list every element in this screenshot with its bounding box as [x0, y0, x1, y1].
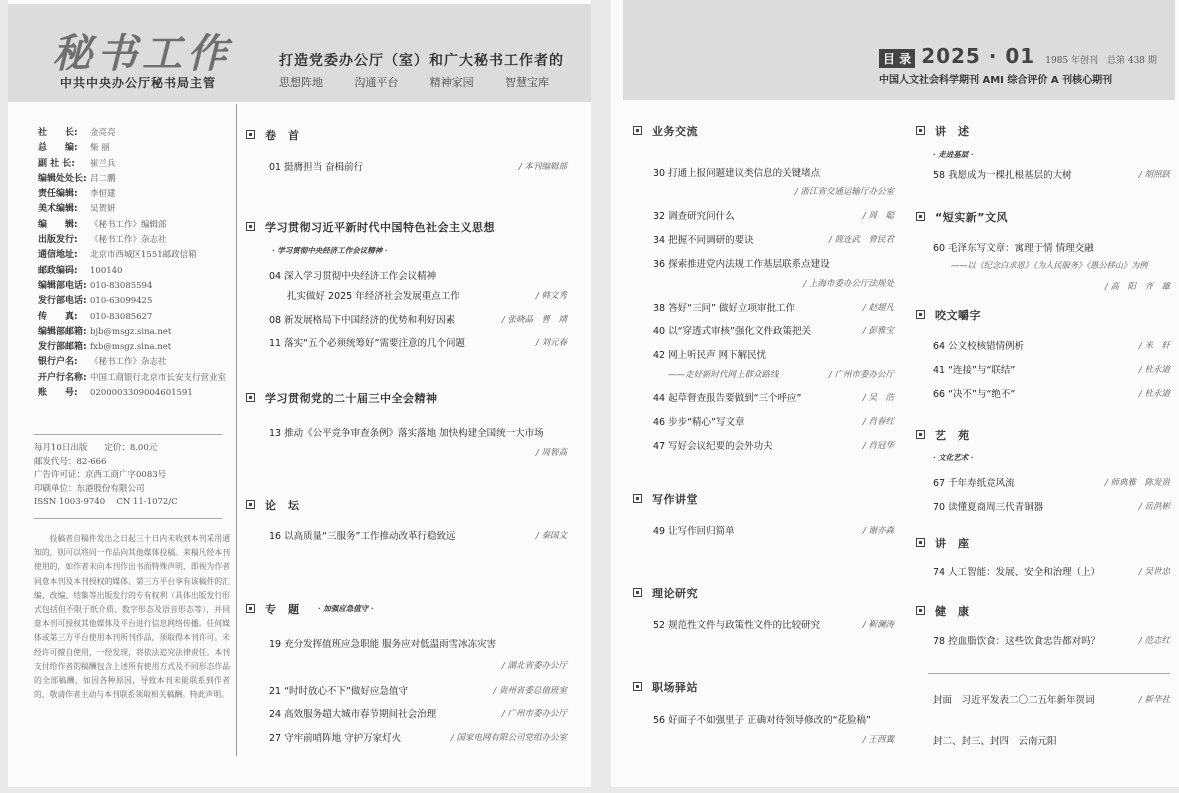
masthead-value: bjb@msgz.sina.net	[90, 326, 172, 337]
masthead-value: 吴贺妍	[90, 204, 116, 215]
toc-item-cont[interactable]: 扎实做好 2025 年经济社会发展重点工作	[287, 291, 460, 302]
masthead-value: 100140	[90, 265, 123, 276]
toc-item[interactable]: 74 人工智能：发展、安全和治理（上）	[933, 567, 1101, 578]
masthead-value: 崔兰兵	[90, 158, 116, 169]
toc-author: / 谢亦森	[862, 526, 894, 536]
section-title: “短实新”文风	[916, 209, 1008, 225]
masthead-row	[38, 386, 234, 401]
toc-item[interactable]: 32 调查研究问什么	[653, 211, 735, 222]
journal-logo: 秘书工作	[52, 30, 232, 77]
copyright-notice: 投稿者自稿件发出之日起三十日内未收到本刊采用通知的，则可以将同一作品向其他媒体投稿。来稿凡经本刊使用的，如作者未向本刊作出书面特殊声明，即视为作者同意本刊及本刊授权的媒体、第三方平台享有该稿件的汇编、改编、结集等出版发行的专有权利（具体出版发行形式包括但不限于纸介质、数字形态及语音形态等），并同意本刊可授权其他媒体及平台进行信息网络传播。任何媒体或第三方平台使用本刊所刊作品，须取得本刊许可。未经许可擅自使用，一经发现，将依法追究法律责任。本刊支付给作者的稿酬包含上述所有使用方式及不同形态作品的全部稿酬，如因各种原因，导致本刊未能联系到作者的，敬请作者主动与本刊联系领取相关稿酬。特此声明。	[34, 534, 230, 700]
toc-item[interactable]: 36 探索推进党内法规工作基层联系点建设	[653, 259, 830, 270]
section-square-icon	[633, 494, 642, 503]
masthead-key: 通信地址:	[38, 250, 78, 261]
section-title: 业务交流	[633, 123, 698, 139]
slogan-items	[279, 74, 549, 90]
masthead-row	[38, 325, 234, 340]
masthead-value: 0200003309004601591	[90, 388, 193, 399]
section-subtitle: · 加强应急值守 ·	[318, 604, 374, 613]
pub-line: 每月10日出版 定价：8.00元	[34, 443, 158, 453]
toc-item[interactable]: 60 毛泽东写文章：寓理于情 情理交融	[933, 243, 1094, 254]
toc-author: / 杜永道	[1138, 365, 1170, 375]
toc-author: / 韩文秀	[535, 291, 567, 301]
toc-author: / 范志红	[1138, 636, 1170, 646]
masthead-row	[38, 141, 234, 156]
section-square-icon	[633, 588, 642, 597]
toc-author: / 国家电网有限公司党组办公室	[450, 733, 567, 743]
toc-author: / 刘元春	[535, 338, 567, 348]
column-divider	[236, 104, 237, 756]
masthead-key: 账 号:	[38, 388, 78, 399]
masthead-row	[38, 218, 234, 233]
section-square-icon	[246, 393, 255, 402]
section-title: 艺 苑	[916, 427, 970, 443]
toc-item[interactable]: 44 起草督查报告要做到“三个呼应”	[653, 393, 802, 404]
toc-author: / 秦国文	[535, 531, 567, 541]
toc-item[interactable]: 52 规范性文件与政策性文件的比较研究	[653, 620, 821, 631]
toc-item[interactable]: 24 高效服务超大城市春节期间社会治理	[269, 709, 437, 720]
section-title: 讲 座	[916, 535, 970, 551]
toc-item[interactable]: 66 “决不”与“绝不”	[933, 389, 1016, 400]
toc-item[interactable]: 47 写好会议纪要的会外功夫	[653, 441, 773, 452]
toc-author: / 肖春红	[862, 417, 894, 427]
masthead-row	[38, 126, 234, 141]
toc-item[interactable]: 34 把握不同调研的要诀	[653, 235, 754, 246]
toc-subtitle: ——以《纪念白求恩》《为人民服务》《愚公移山》为例	[951, 260, 1148, 270]
section-title: 理论研究	[633, 585, 698, 601]
masthead-value: 北京市西城区1551邮政信箱	[90, 250, 197, 261]
section-title: 写作讲堂	[633, 491, 698, 507]
toc-item[interactable]: 46 步步“精心”写文章	[653, 417, 745, 428]
masthead-value: 010-83085594	[90, 280, 153, 291]
toc-author: / 贵州省委总值班室	[493, 686, 567, 696]
pub-line: 邮发代号：82-666	[34, 456, 107, 467]
masthead-key: 邮政编码:	[38, 265, 78, 276]
masthead-row	[38, 248, 234, 263]
pub-line: 广告许可证：京西工商广字0083号	[34, 470, 167, 480]
section-title: 职场驿站	[633, 679, 698, 695]
toc-author: / 王西冀	[862, 735, 894, 745]
section-square-icon	[633, 126, 642, 135]
toc-item[interactable]: 11 落实“五个必须统筹好”需要注意的几个问题	[269, 338, 465, 349]
toc-item[interactable]: 19 充分发挥值班应急职能 服务应对低温雨雪冰冻灾害	[269, 639, 497, 650]
toc-subtitle: ——走好新时代网上群众路线	[668, 370, 779, 380]
pub-divider	[34, 518, 222, 519]
masthead-value: 《秘书工作》编辑部	[90, 219, 167, 230]
masthead-row	[38, 279, 234, 294]
toc-item[interactable]: 67 千年寿纸竞风流	[933, 478, 1015, 489]
masthead-key: 发行部邮箱:	[38, 342, 87, 353]
section-title: 学习贯彻习近平新时代中国特色社会主义思想	[246, 219, 495, 235]
toc-author: / 吴 浩	[862, 393, 894, 403]
slogan: 打造党委办公厅（室）和广大秘书工作者的	[279, 53, 564, 69]
toc-item[interactable]: 27 守牢前哨阵地 守护万家灯火	[269, 733, 402, 744]
section-title: 健 康	[916, 603, 970, 619]
section-square-icon	[246, 604, 255, 613]
section-square-icon	[916, 430, 925, 439]
section-subtitle: · 走进基层 ·	[933, 150, 974, 159]
section-title: 讲 述	[916, 123, 970, 139]
section-square-icon	[916, 538, 925, 547]
masthead-row	[38, 157, 234, 172]
masthead-value: 010-83085627	[90, 311, 153, 322]
section-subtitle: · 文化艺术 ·	[933, 453, 974, 462]
section-subtitle: · 学习贯彻中央经济工作会议精神 ·	[272, 246, 388, 255]
masthead-value: 《秘书工作》杂志社	[90, 235, 167, 246]
masthead-value: 中国工商银行北京市长安支行营业室	[90, 372, 227, 383]
section-square-icon	[916, 310, 925, 319]
section-title: 卷 首	[246, 127, 300, 143]
toc-author: / 靳澜涛	[862, 620, 894, 630]
toc-item[interactable]: 64 公文校核错情例析	[933, 341, 1025, 352]
masthead-value: 李恒建	[90, 189, 116, 200]
slogan-item: 精神家园	[429, 76, 474, 89]
toc-author: / 岳洪彬	[1138, 502, 1170, 512]
toc-item[interactable]: 49 让写作回归简单	[653, 526, 735, 537]
slogan-item: 沟通平台	[354, 76, 399, 89]
masthead-row	[38, 202, 234, 217]
masthead	[38, 126, 234, 401]
contents-tag: 目 录	[879, 49, 915, 68]
masthead-row	[38, 264, 234, 279]
cover-author: / 新华社	[1138, 695, 1170, 705]
toc-item[interactable]: 13 推动《公平竞争审查条例》落实落地 加快构建全国统一大市场	[269, 428, 544, 439]
left-page	[8, 0, 591, 787]
toc-author: / 上海市委办公厅法规处	[803, 279, 894, 289]
section-square-icon	[246, 222, 255, 231]
toc-author: / 杜永道	[1138, 389, 1170, 399]
masthead-key: 编辑部邮箱:	[38, 326, 87, 337]
toc-author: / 米 轩	[1138, 341, 1170, 351]
cover-divider	[928, 673, 1170, 674]
toc-item[interactable]: 78 控血脂饮食：这些饮食忠告都对吗？	[933, 636, 1101, 647]
masthead-key: 社 长:	[38, 128, 78, 138]
toc-item[interactable]: 58 我愿成为一棵扎根基层的大树	[933, 170, 1072, 181]
masthead-row	[38, 355, 234, 370]
founded-info: 1985 年创刊 总第 438 期	[1045, 56, 1157, 66]
masthead-key: 发行部电话:	[38, 296, 87, 307]
toc-author: / 广州市委办公厅	[828, 370, 894, 380]
section-square-icon	[916, 606, 925, 615]
masthead-value: fxb@msgz.sina.net	[90, 342, 172, 353]
toc-item[interactable]: 08 新发展格局下中国经济的优势和利好因素	[269, 315, 456, 326]
masthead-key: 编 辑:	[38, 219, 78, 230]
masthead-row	[38, 187, 234, 202]
masthead-key: 编辑部电话:	[38, 280, 87, 291]
masthead-key: 银行户名:	[38, 357, 78, 368]
toc-item[interactable]: 16 以高质量“三服务”工作推动改革行稳致远	[269, 531, 456, 542]
toc-item[interactable]: 21 “时时放心不下”做好应急值守	[269, 686, 408, 697]
pub-line: 印刷单位：东港股份有限公司	[34, 483, 145, 494]
toc-item[interactable]: 40 以“穿透式审核”强化文件政策把关	[653, 326, 811, 337]
toc-author: / 简连武 曾民君	[828, 235, 894, 245]
masthead-row	[38, 233, 234, 248]
toc-author: / 张晓晶 曹 靖	[501, 315, 567, 325]
issue-number: 2025 · 01	[921, 44, 1036, 68]
section-title: 专 题	[246, 601, 300, 617]
masthead-value: 010-63099425	[90, 296, 153, 307]
supervisor-label: 中共中央办公厅秘书局主管	[60, 76, 217, 90]
masthead-row	[38, 340, 234, 355]
slogan-item: 智慧宝库	[504, 76, 549, 89]
masthead-key: 副 社 长:	[38, 158, 75, 169]
toc-author: / 赵超凡	[862, 303, 894, 313]
issue-header	[879, 44, 1157, 68]
cover-credit: 封二、封三、封四 云南元阳	[933, 736, 1057, 747]
right-page	[611, 0, 1179, 787]
index-note: 中国人文社会科学期刊 AMI 综合评价 A 刊核心期刊	[879, 75, 1113, 86]
toc-author: / 周 聪	[862, 211, 894, 221]
section-title: 咬文嚼字	[916, 307, 981, 323]
masthead-key: 责任编辑:	[38, 189, 78, 200]
masthead-value: 《秘书工作》杂志社	[90, 357, 167, 368]
toc-author: / 周智高	[535, 448, 567, 458]
masthead-row	[38, 310, 234, 325]
masthead-value: 柴 丽	[90, 143, 110, 154]
toc-item[interactable]: 30 打通上报问题建议类信息的关键堵点	[653, 168, 821, 179]
masthead-row	[38, 294, 234, 309]
toc-author: / 肖冠华	[862, 441, 894, 451]
masthead-key: 开户行名称:	[38, 372, 87, 383]
slogan-item: 思想阵地	[279, 76, 323, 89]
masthead-row	[38, 371, 234, 386]
masthead-row	[38, 172, 234, 187]
masthead-value: 金亮亮	[90, 128, 116, 138]
publication-info	[34, 442, 230, 510]
toc-item[interactable]: 01 挺膺担当 奋楫前行	[269, 162, 364, 173]
toc-author: / 浙江省交通运输厅办公室	[794, 187, 894, 197]
section-square-icon	[246, 130, 255, 139]
toc-item[interactable]: 56 好面子不如强里子 正确对待领导修改的“花脸稿”	[653, 715, 871, 726]
toc-author: / 胡照跃	[1138, 170, 1170, 180]
toc-author: / 湖北省委办公厅	[501, 661, 567, 671]
masthead-key: 出版发行:	[38, 235, 78, 246]
toc-item[interactable]: 04 深入学习贯彻中央经济工作会议精神	[269, 271, 437, 282]
masthead-key: 总 编:	[38, 143, 78, 154]
toc-author: / 本刊编辑部	[518, 162, 567, 172]
section-square-icon	[246, 500, 255, 509]
toc-author: / 师典雅 陈发贵	[1104, 478, 1170, 488]
toc-item[interactable]: 41 “连接”与“联结”	[933, 365, 1016, 376]
toc-author: / 彭雅宝	[862, 326, 894, 336]
masthead-divider	[34, 434, 222, 435]
masthead-key: 美术编辑:	[38, 204, 78, 215]
masthead-key: 传 真:	[38, 311, 78, 322]
toc-item[interactable]: 70 读懂夏商周三代青铜器	[933, 502, 1044, 513]
masthead-value: 吕二鹏	[90, 173, 116, 184]
toc-item[interactable]: 38 答好“三问” 做好立项审批工作	[653, 303, 795, 314]
toc-author: / 高 阳 齐 雄	[1104, 282, 1170, 292]
section-square-icon	[916, 212, 925, 221]
section-title: 学习贯彻党的二十届三中全会精神	[246, 390, 438, 406]
masthead-key: 编辑处处长:	[38, 173, 87, 184]
toc-item[interactable]: 42 网上听民声 网下解民忧	[653, 350, 767, 361]
cover-credit: 封面 习近平发表二〇二五年新年贺词	[933, 695, 1095, 706]
pub-line: ISSN 1003-9740 CN 11-1072/C	[34, 497, 178, 507]
section-title: 论 坛	[246, 497, 300, 513]
toc-author: / 吴世忠	[1138, 567, 1170, 577]
section-square-icon	[916, 126, 925, 135]
section-square-icon	[633, 682, 642, 691]
toc-author: / 广州市委办公厅	[501, 709, 567, 719]
